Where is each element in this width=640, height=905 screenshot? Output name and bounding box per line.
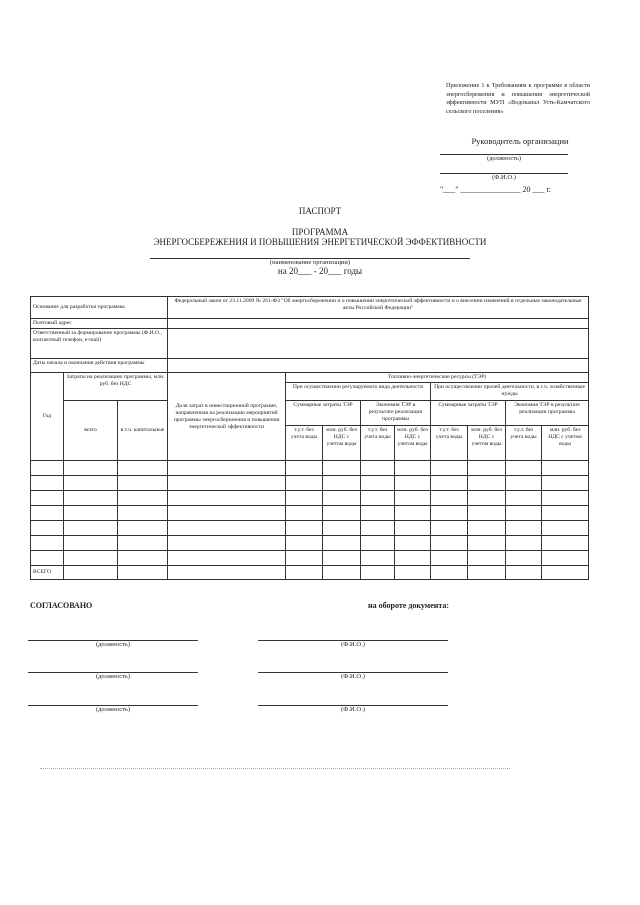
passport-title: ПАСПОРТ: [298, 206, 342, 216]
agreed-position-caption: (должность): [95, 673, 131, 680]
costs-header: Затраты на реализацию программы, млн. руб. без НДС: [64, 373, 168, 401]
agreed-fio-caption: (Ф.И.О.): [341, 706, 365, 713]
year-header: Год: [31, 373, 64, 461]
unit-header: млн. руб. без НДС с учетом воды: [323, 426, 361, 461]
basis-value: Федеральный закон от 23.11.2009 № 261-ФЗ "Об энергосбережении и о повышении энергетической эффективности и о внесении изменений в отдельные законодательные акты Российской Федерации": [168, 297, 589, 319]
position-caption: (должность): [486, 155, 522, 162]
responsible-label: Ответственный за формирование программы (Ф.И.О., контактный телефон, e-mail): [31, 329, 168, 359]
investment-share-header: Доля затрат в инвестиционной программе, направленная на реализацию мероприятий программы энергосбережения и повышения энергетической эффективности: [168, 373, 286, 461]
other-savings-header: Экономия ТЭР в результате реализации программы: [506, 401, 589, 426]
table-row: [31, 521, 589, 536]
postal-address-label: Почтовый адрес: [31, 319, 168, 329]
fuel-resources-header: Топливно-энергетические ресурсы (ТЭР): [286, 373, 589, 383]
regulated-savings-header: Экономия ТЭР в результате реализации программы: [361, 401, 431, 426]
table-row: [31, 536, 589, 551]
table-row: [31, 476, 589, 491]
unit-header: млн. руб. без НДС с учетом воды: [395, 426, 431, 461]
program-title: ПРОГРАММА: [291, 227, 349, 237]
costs-capital-header: в т.ч. капитальные: [118, 401, 168, 461]
agreed-fio-caption: (Ф.И.О.): [341, 641, 365, 648]
program-subtitle: ЭНЕРГОСБЕРЕЖЕНИЯ И ПОВЫШЕНИЯ ЭНЕРГЕТИЧЕСКОЙ ЭФФЕКТИВНОСТИ: [153, 237, 487, 247]
unit-header: млн. руб. без НДС с учетом воды: [468, 426, 506, 461]
appendix-note: Приложение 1 к Требованиям к программе в области энергосбережения и повышения энергетической эффективности МУП «Водоканал Усть-Камчатского сельского поселения»: [446, 82, 590, 115]
unit-header: т.у.т. без учета воды: [431, 426, 468, 461]
other-activity-header: При осуществлении прочей деятельности, в т.ч. хозяйственные нужды: [431, 383, 589, 401]
unit-header: т.у.т. без учета воды: [361, 426, 395, 461]
head-of-organization-label: Руководитель организации: [471, 136, 569, 146]
program-dates-label: Даты начала и окончания действия программы: [31, 359, 168, 373]
unit-header: т.у.т. без учета воды: [286, 426, 323, 461]
agreed-position-caption: (должность): [95, 706, 131, 713]
program-dates-value[interactable]: [168, 359, 589, 373]
approval-date-line: "___" _______________ 20 ___ г.: [440, 185, 551, 194]
regulated-activity-header: При осуществлении регулируемого вида деятельности: [286, 383, 431, 401]
responsible-value[interactable]: [168, 329, 589, 359]
regulated-sum-costs-header: Суммарные затраты ТЭР: [286, 401, 361, 426]
costs-total-header: всего: [64, 401, 118, 461]
fio-caption: (Ф.И.О.): [492, 174, 516, 181]
postal-address-value[interactable]: [168, 319, 589, 329]
table-row: [31, 491, 589, 506]
basis-label: Основание для разработки программы: [31, 297, 168, 319]
scan-artifact-line: [40, 768, 510, 769]
on-reverse-label: на обороте документа:: [368, 601, 450, 610]
table-row: [31, 461, 589, 476]
agreed-fio-caption: (Ф.И.О.): [341, 673, 365, 680]
unit-header: млн. руб. без НДС с учетом воды: [542, 426, 589, 461]
agreed-position-caption: (должность): [95, 641, 131, 648]
passport-table: [30, 296, 589, 580]
program-period: на 20___ - 20___ годы: [277, 266, 363, 276]
table-row: [31, 551, 589, 566]
total-row: [31, 566, 589, 580]
agreed-label: СОГЛАСОВАНО: [30, 601, 93, 610]
unit-header: т.у.т. без учета воды: [506, 426, 542, 461]
table-row: [31, 506, 589, 521]
organization-caption: (наименование организации): [269, 259, 351, 266]
total-row-label: ВСЕГО: [31, 566, 64, 580]
other-sum-costs-header: Суммарные затраты ТЭР: [431, 401, 506, 426]
